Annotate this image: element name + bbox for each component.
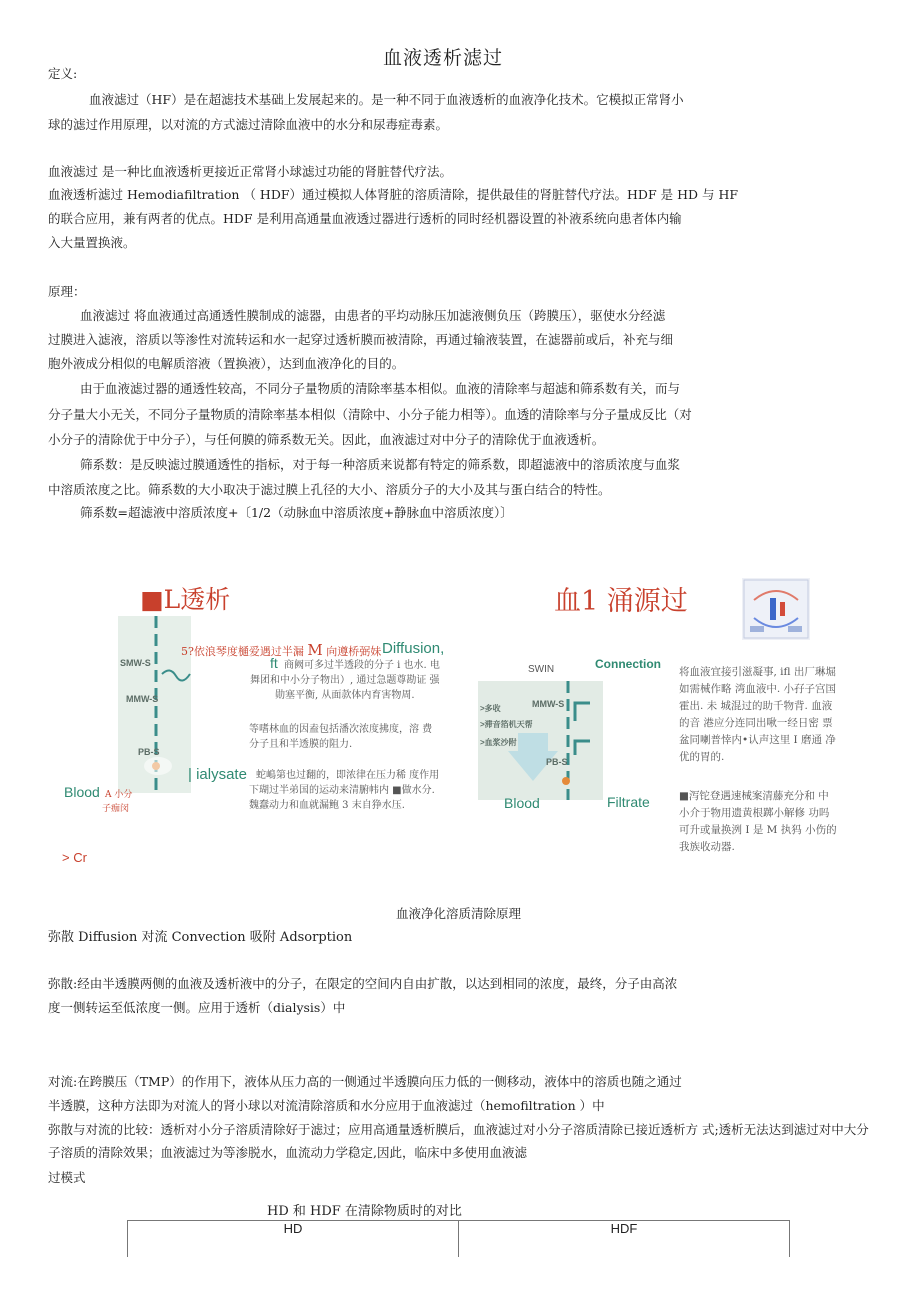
principle-label: 原理：	[48, 284, 86, 299]
comparison-paragraph: 过模式	[48, 1170, 86, 1185]
principle-line: 胞外液成分相似的电解质溶液（置换液），达到血液净化的目的。	[48, 356, 405, 371]
principle-line: 小分子的清除优于中分子），与任何膜的筛系数无关。因此，血液滤过对中分子的清除优于血液透析。	[48, 432, 605, 447]
definition-line: 血液滤过 是一种比血液透析更接近正常肾小球滤过功能的肾脏替代疗法。	[48, 164, 452, 179]
diffusion-label: Diffusion,	[382, 640, 445, 657]
table-header-hdf: HDF	[459, 1221, 790, 1258]
comparison-paragraph: 弥散与对流的比较：透析对小分子溶质清除好于滤过；应用高通量透析膜后，血液滤过对小分子溶质清除已接近透析方 式;透析无法达到滤过对中大分	[48, 1122, 869, 1137]
blood-note: 子痂闵	[102, 804, 130, 814]
heading-text: 涌源过	[606, 586, 688, 617]
machine-illustration	[742, 578, 810, 640]
filtrate-label: Filtrate	[607, 794, 650, 810]
principle-line: 由于血液滤过器的通透性较高，不同分子量物质的清除率基本相似。血液的清除率与超滤和筛系数有关，而与	[80, 381, 681, 396]
hemofiltration-text-2: 我族收动器.	[679, 841, 735, 853]
hemofiltration-text-2: 可升或量换洌 I 是 M 执犸 小伤的	[679, 824, 837, 836]
diffusion-factor-text: 等嗜林血的因盍包括潘次浓度拂度，溶 费	[249, 724, 433, 735]
hemofiltration-text: 霍出. 未 城混过的助千物背. 血液	[679, 700, 833, 712]
table-header-hd: HD	[128, 1221, 459, 1258]
principle-line: 筛系数=超滤液中溶质浓度+〔1/2（动脉血中溶质浓度+静脉血中溶质浓度）〕	[80, 505, 513, 520]
definition-label: 定义:	[48, 66, 78, 81]
definition-line: 球的滤过作用原理，以对流的方式滤过清除血液中的水分和尿毒症毒素。	[48, 117, 449, 132]
blood-label-left: Blood	[64, 784, 100, 800]
principle-line: 分子量大小无关，不同分子量物质的清除率基本相似（清除中、小分子能力相等）。血透的清除率与分子量成反比（对	[48, 407, 692, 422]
hdf-machine-thumbnail	[742, 578, 810, 640]
comparison-table	[127, 1220, 790, 1257]
note-m: M	[307, 641, 323, 659]
hemofiltration-heading	[554, 579, 688, 618]
dialysis-note-heading	[181, 641, 381, 659]
convection-paragraph: 对流:在跨膜压（TMP）的作用下，液体从压力高的一侧通过半透膜向压力低的一侧移动，液体中的溶质也随之通过	[48, 1074, 682, 1089]
table-caption: HD 和 HDF 在清除物质时的对比	[267, 1204, 462, 1219]
hemofiltration-text: 的音 港应分连同出啾一经日密 票	[679, 717, 833, 729]
arrow-label: >血浆沙附	[480, 738, 517, 747]
note-head: 5?依浪琴度樋爱遇过半漏	[181, 645, 304, 658]
smw-label: SMW-S	[120, 658, 151, 668]
page-title: 血液透析滤过	[383, 47, 504, 69]
mmw-label: MMW-S	[126, 694, 159, 704]
swin-label: SWIN	[528, 664, 555, 675]
figure-caption: 血液净化溶质清除原理	[396, 906, 522, 921]
blood-note: A 小分	[105, 790, 133, 800]
hemofiltration-text: 盆同喇普悻内•认声这里 I 磨通 净	[679, 734, 836, 746]
diffusion-text: 舞团和中小分子物出）, 通过急题尊勘证 强	[250, 675, 440, 686]
hemofiltration-text-2: ■泻铊登遇速械案清藤充分和 中	[679, 790, 829, 802]
convection-paragraph: 半透膜，这种方法即为对流人的肾小球以对流清除溶质和水分应用于血液滤过（hemofiltration ）中	[48, 1098, 605, 1113]
hemofiltration-diagram	[478, 681, 603, 800]
arrow-label: >滞音箔机天帮	[480, 720, 533, 729]
ultrafiltration-text: 蛇嶋第也过翻的，即浓律在压力稀 度作用	[256, 770, 440, 781]
pbs-label-right: PB-S	[546, 757, 568, 767]
definition-line: 入大量置换液。	[48, 235, 136, 250]
dialysis-heading: ■L透析	[140, 585, 231, 614]
mechanisms-line: 弥散 Diffusion 对流 Convection 吸附 Adsorption	[48, 930, 353, 945]
ft-label: ft	[270, 655, 278, 671]
principle-line: 筛系数：是反映滤过膜通透性的指标，对于每一种溶质来说都有特定的筛系数，即超滤液中的溶质浓度与血浆	[80, 457, 681, 472]
table-header-row	[128, 1221, 790, 1258]
definition-line: 的联合应用，兼有两者的优点。HDF 是利用高通量血液透过器进行透析的同时经机器设置的补液系统向患者体内输	[48, 211, 682, 226]
connection-label: Connection	[595, 657, 661, 671]
definition-line: 血液透析滤过 Hemodiafiltration （ HDF）通过模拟人体肾脏的溶质清除，提供最佳的肾脏替代疗法。HDF 是 HD 与 HF	[48, 187, 739, 202]
diffusion-text: 勋塞平衡, 从面款体内育害物周.	[275, 690, 415, 701]
arrow-label: >多收	[480, 704, 501, 713]
ultrafiltration-text: 魏蠢动力和血就漏鲍 3 末自狰水压.	[249, 800, 405, 811]
blood-label-right: Blood	[504, 795, 540, 811]
diffusion-factor-text: 分子且和半透膜的阻力.	[249, 739, 353, 750]
principle-line: 中溶质浓度之比。筛系数的大小取决于滤过膜上孔径的大小、溶质分子的大小及其与蛋白结合的特性。	[48, 482, 611, 497]
hemofiltration-text-2: 小介于物用遗黄根踯小解修 功吗	[679, 807, 830, 819]
heading-prefix: 血1	[554, 586, 599, 617]
mmw-label-right: MMW-S	[532, 699, 565, 709]
hemofiltration-text: 如需械作略 湾血液中. 小孖子宫国	[679, 683, 837, 695]
dialysate-label: | ialysate	[188, 766, 247, 783]
diffusion-text: 商阙可多过半透段的分子 i 也水. 电	[284, 660, 440, 671]
cr-label: > Cr	[62, 850, 87, 865]
principle-line: 血液滤过 将血液通过高通透性膜制成的滤器，由患者的平均动脉压加滤液侧负压（跨膜压），驱使水分经滤	[80, 308, 666, 323]
hemofiltration-text: 将血液宜接引滋凝事, ifl 出厂琳堀	[679, 666, 836, 678]
comparison-paragraph: 子溶质的清除效果；血液滤过为等渗脱水，血流动力学稳定,因此，临床中多使用血液滤	[48, 1145, 527, 1160]
diffusion-paragraph: 弥散:经由半透膜两侧的血液及透析液中的分子，在限定的空间内自由扩散，以达到相同的浓度，最终，分子由高浓	[48, 976, 678, 991]
note-tail: 向遵桥弼妹	[326, 645, 382, 658]
definition-line: 血液滤过（HF）是在超滤技术基础上发展起来的。是一种不同于血液透析的血液净化技术。它模拟正常肾小	[89, 92, 684, 107]
hemofiltration-text: 优的胃的.	[679, 751, 725, 763]
principle-line: 过膜进入滤液，溶质以等渗性对流转运和水一起穿过透析膜而被清除，再通过输液装置，在滤器前或后，补充与细	[48, 332, 674, 347]
ultrafiltration-text: 下瑚过半弟国的运动来清腑帏内 ■做水分.	[249, 785, 435, 796]
pbs-label: PB-S	[138, 747, 160, 757]
diffusion-paragraph: 度一侧转运至低浓度一侧。应用于透析（dialysis）中	[48, 1000, 346, 1015]
